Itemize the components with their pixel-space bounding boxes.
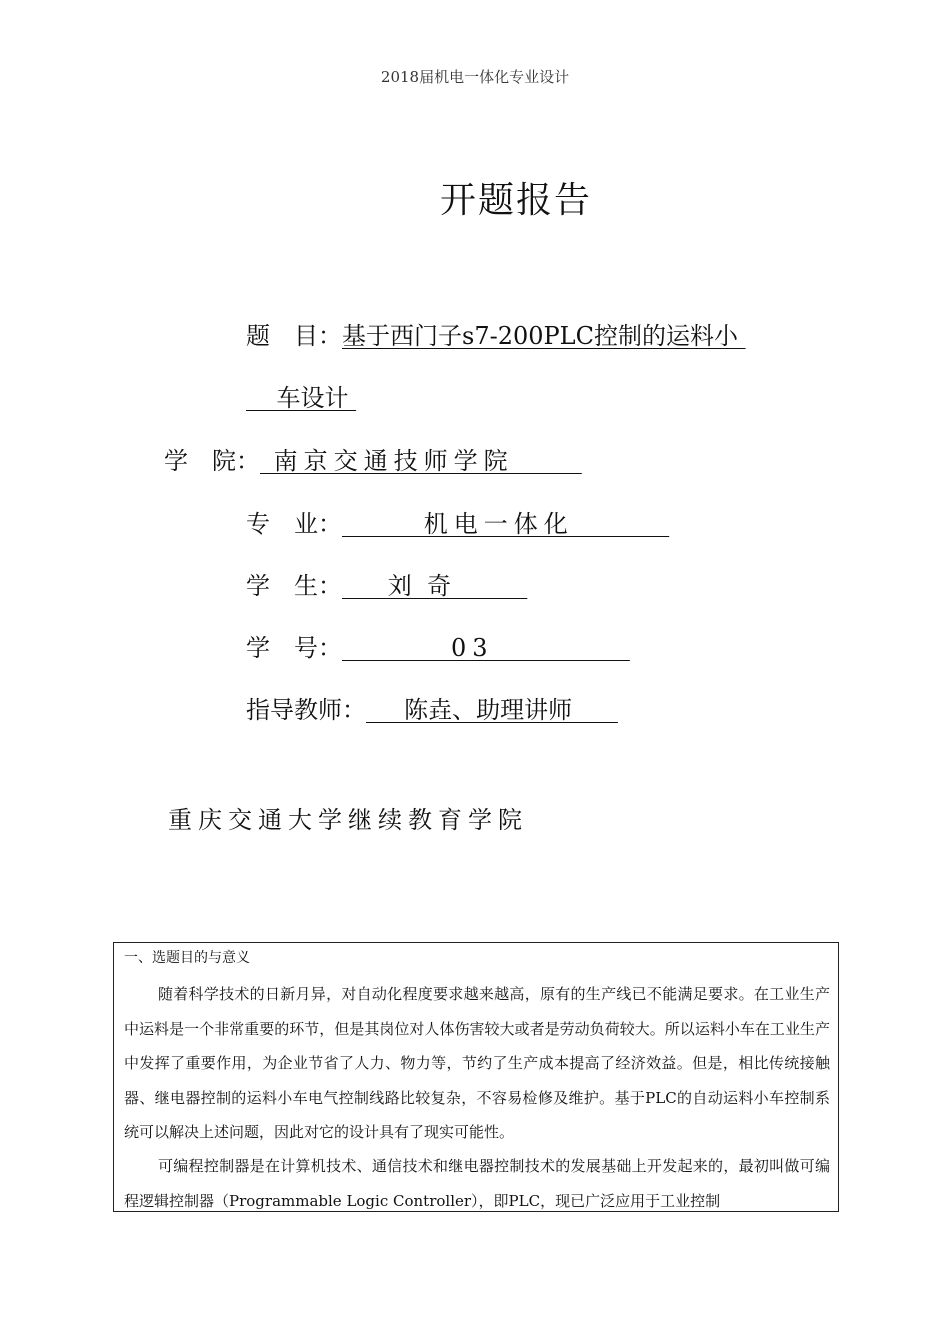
- advisor-label: 指导教师：: [246, 696, 366, 724]
- paragraph-1: 随着科学技术的日新月异，对自动化程度要求越来越高，原有的生产线已不能满足要求。在工业生产中运料是一个非常重要的环节，但是其岗位对人体伤害较大或者是劳动负荷较大。所以运料小车在工业生产中发挥了重要作用，为企业节省了人力、物力等，节约了生产成本提高了经济效益。但是，相比传统接触器、继电器控制的运料小车电气控制线路比较复杂，不容易检修及维护。基于PLC的自动运料小车控制系统可以解决上述问题，因此对它的设计具有了现实可能性。: [124, 985, 830, 1141]
- paragraph-2: 可编程控制器是在计算机技术、通信技术和继电器控制技术的发展基础上开发起来的，最初叫做可编程逻辑控制器（Programmable Logic Controller），即PLC，现已广泛应用于工业控制: [124, 1157, 830, 1210]
- advisor-value: 陈垚、助理讲师: [366, 696, 618, 724]
- major-row: [246, 504, 669, 539]
- student-row: [246, 566, 527, 601]
- student-label: 学 生：: [246, 572, 342, 600]
- page-title: 开题报告: [440, 180, 593, 221]
- major-value: 机电一体化: [342, 510, 670, 538]
- student-value: 刘 奇: [342, 572, 528, 600]
- college-label: 学 院：: [164, 447, 260, 475]
- number-row: [246, 628, 630, 663]
- topic-value-line2: 车设计: [246, 384, 357, 412]
- page-header: 2018届机电一体化专业设计: [380, 68, 570, 86]
- topic-row: [246, 316, 746, 351]
- topic-row-continued: [246, 378, 356, 413]
- topic-value-line1: 基于西门子s7-200PLC控制的运料小: [342, 322, 746, 350]
- topic-label: 题 目：: [246, 322, 342, 350]
- purpose-section-box: [113, 942, 839, 1212]
- college-row: [164, 441, 582, 476]
- number-label: 学 号：: [246, 634, 342, 662]
- college-value: 南京交通技师学院: [260, 447, 582, 475]
- advisor-row: [246, 690, 618, 725]
- school-name: 重庆交通大学继续教育学院: [168, 806, 528, 834]
- section-title: 一、选题目的与意义: [124, 950, 250, 966]
- major-label: 专 业：: [246, 510, 342, 538]
- number-value: 03: [342, 634, 630, 662]
